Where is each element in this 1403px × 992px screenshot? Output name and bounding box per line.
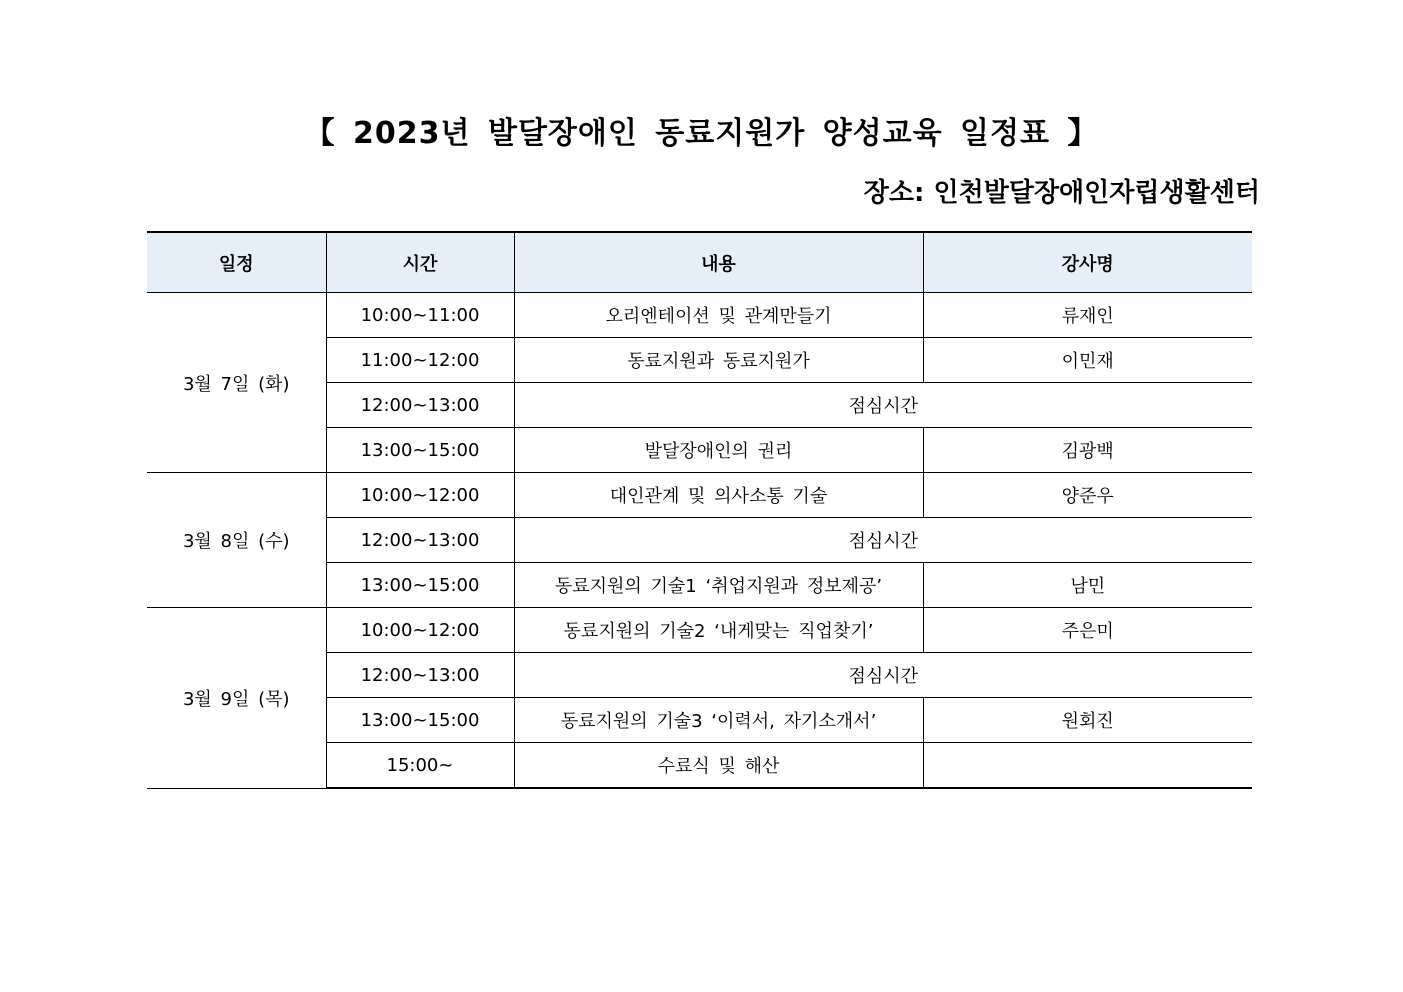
lunch-cell: 점심시간 [514,518,1252,563]
content-cell: 오리엔테이션 및 관계만들기 [514,293,923,338]
table-row [147,608,1252,653]
table-header-row [147,232,1252,293]
day-cell: 3월 8일 (수) [147,473,326,608]
content-cell: 수료식 및 해산 [514,743,923,789]
time-cell: 11:00~12:00 [326,338,514,383]
content-cell: 동료지원의 기술1 ‘취업지원과 정보제공’ [514,563,923,608]
time-cell: 12:00~13:00 [326,518,514,563]
instructor-cell: 김광백 [923,428,1252,473]
location-label: 장소: 인천발달장애인자립생활센터 [863,178,1260,208]
instructor-cell: 류재인 [923,293,1252,338]
day-cell: 3월 9일 (목) [147,608,326,789]
header-time: 시간 [326,232,514,293]
time-cell: 13:00~15:00 [326,698,514,743]
page-title: 【 2023년 발달장애인 동료지원가 양성교육 일정표 】 [304,116,1099,151]
header-instructor: 강사명 [923,232,1252,293]
instructor-cell: 원회진 [923,698,1252,743]
header-content: 내용 [514,232,923,293]
table-row [147,473,1252,518]
content-cell: 동료지원과 동료지원가 [514,338,923,383]
header-day: 일정 [147,232,326,293]
time-cell: 13:00~15:00 [326,428,514,473]
time-cell: 10:00~12:00 [326,473,514,518]
content-cell: 발달장애인의 권리 [514,428,923,473]
lunch-cell: 점심시간 [514,653,1252,698]
content-cell: 동료지원의 기술2 ‘내게맞는 직업찾기’ [514,608,923,653]
content-cell: 대인관계 및 의사소통 기술 [514,473,923,518]
instructor-cell: 양준우 [923,473,1252,518]
instructor-cell: 이민재 [923,338,1252,383]
table-row [147,293,1252,338]
time-cell: 10:00~11:00 [326,293,514,338]
time-cell: 15:00~ [326,743,514,789]
instructor-cell: 남민 [923,563,1252,608]
day-cell: 3월 7일 (화) [147,293,326,473]
time-cell: 12:00~13:00 [326,383,514,428]
time-cell: 10:00~12:00 [326,608,514,653]
schedule-table [147,231,1252,789]
time-cell: 13:00~15:00 [326,563,514,608]
lunch-cell: 점심시간 [514,383,1252,428]
instructor-cell: 주은미 [923,608,1252,653]
content-cell: 동료지원의 기술3 ‘이력서, 자기소개서’ [514,698,923,743]
time-cell: 12:00~13:00 [326,653,514,698]
instructor-cell [923,743,1252,789]
